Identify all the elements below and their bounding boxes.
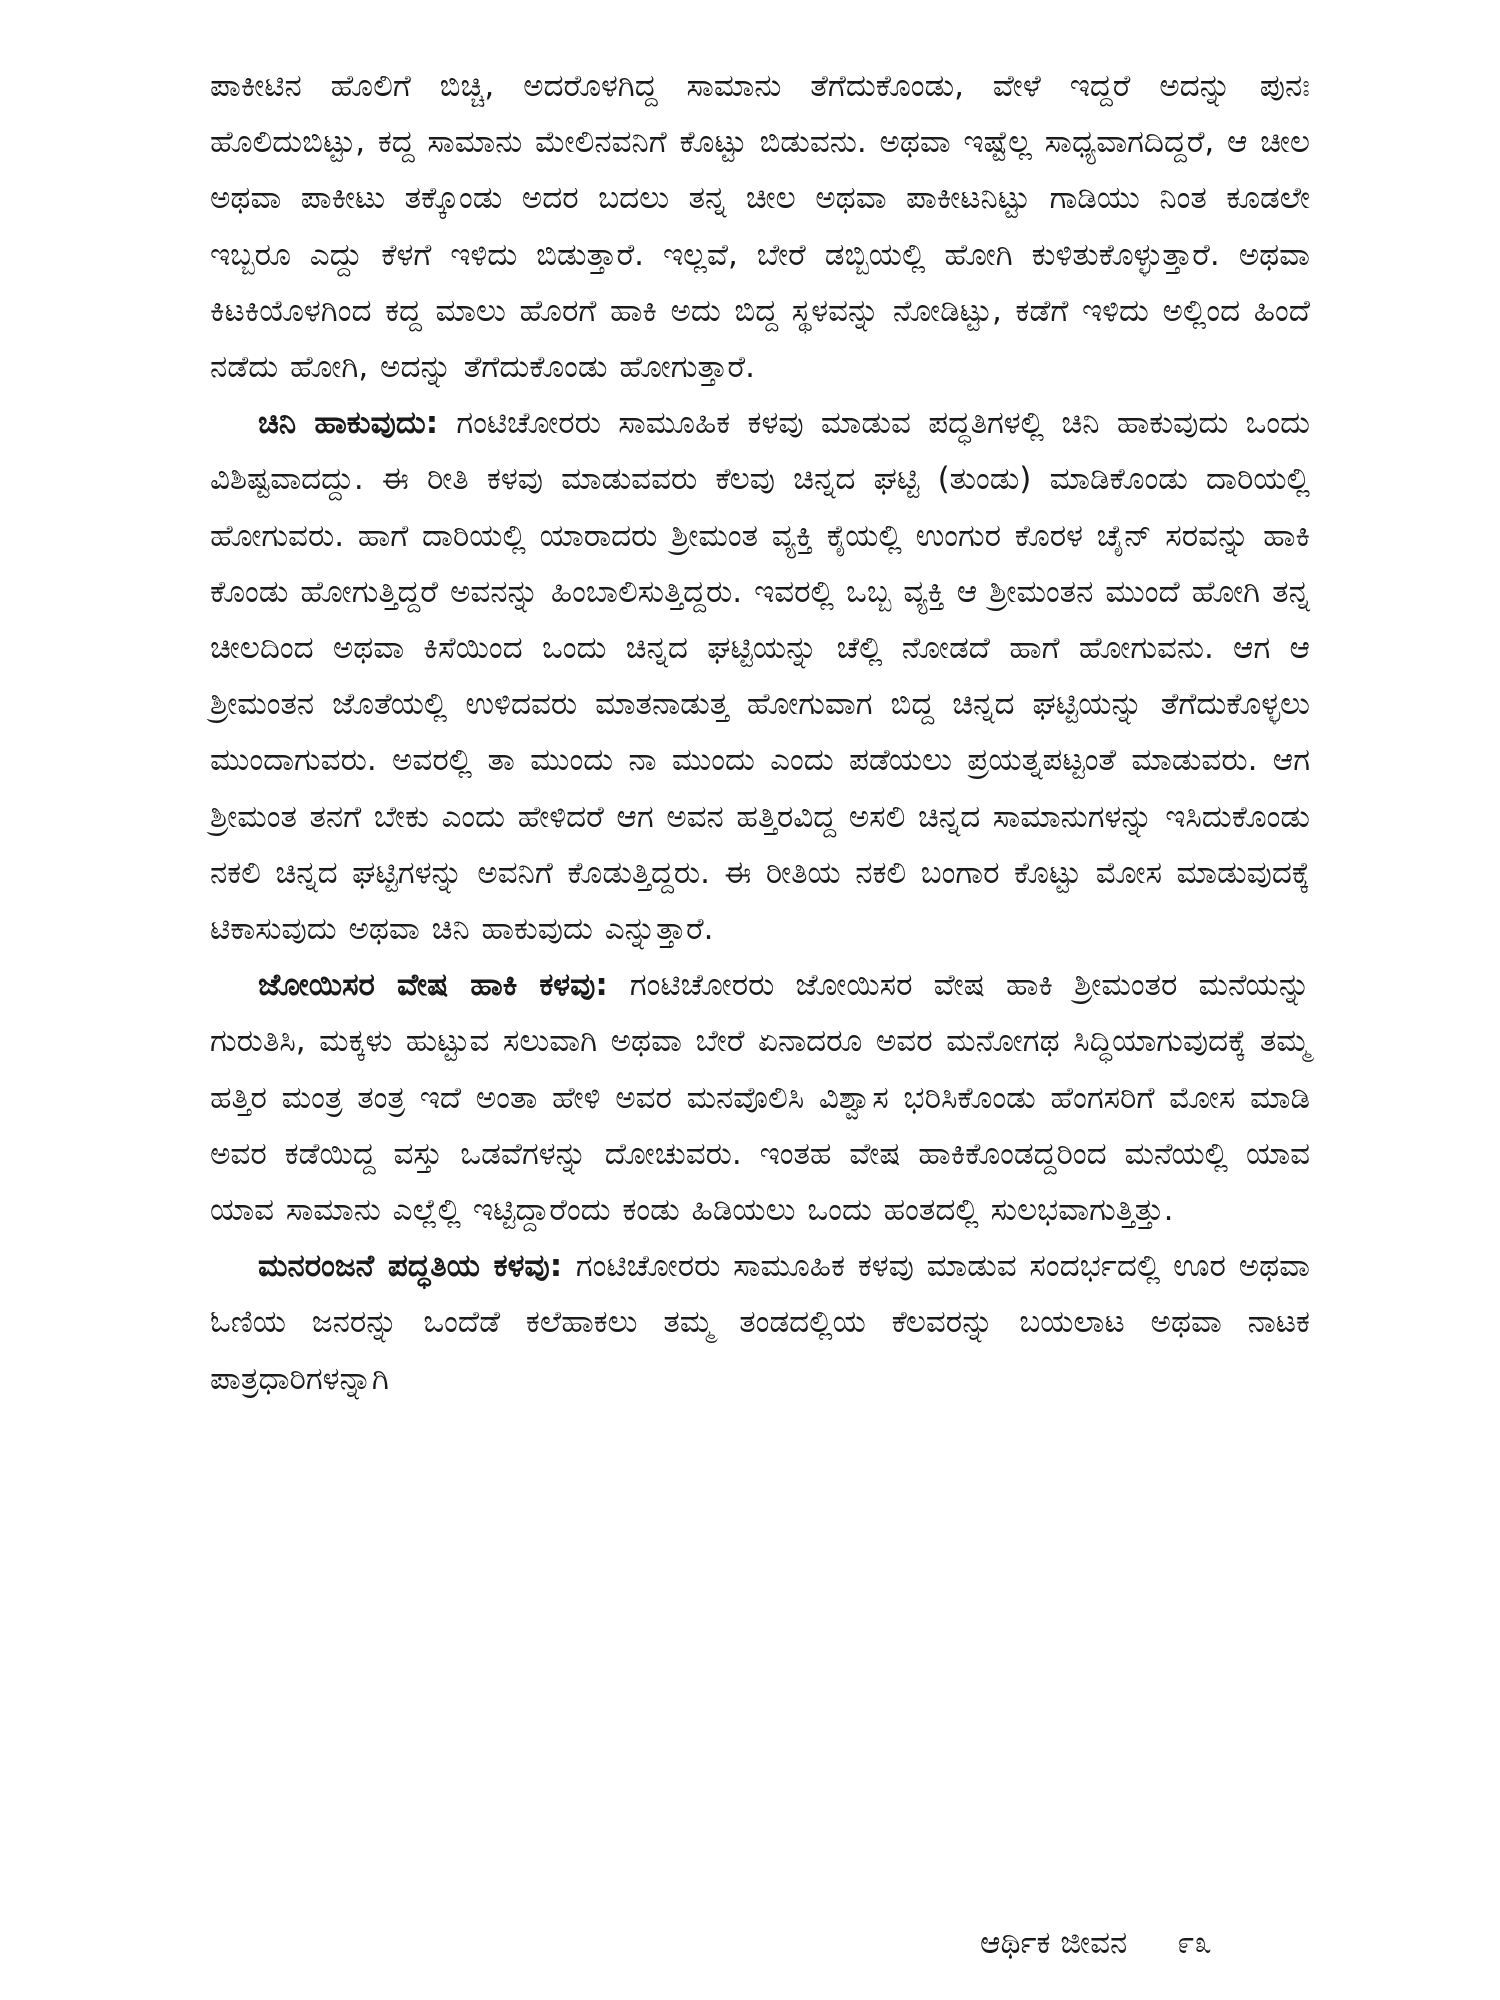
paragraph-heading: ಮನರಂಜನೆ ಪದ್ಧತಿಯ ಕಳವು: (258, 1248, 576, 1285)
paragraph-text: ಗಂಟಿಚೋರರು ಜೋಯಿಸರ ವೇಷ ಹಾಕಿ ಶ್ರೀಮಂತರ ಮನೆಯನ್ನು ಗುರುತಿಸಿ, ಮಕ್ಕಳು ಹುಟ್ಟುವ ಸಲುವಾಗಿ ಅಥವಾ ಬೇರೆ ಏನಾದರೂ ಅವರ ಮನೋಗಥ ಸಿದ್ಧಿಯಾಗುವುದಕ್ಕೆ ತಮ್ಮ ಹತ್ತಿರ ಮಂತ್ರ ತಂತ್ರ ಇದೆ ಅಂತಾ ಹೇಳಿ ಅವರ ಮನವೊಲಿಸಿ ವಿಶ್ವಾಸ ಭರಿಸಿಕೊಂಡು ಹೆಂಗಸರಿಗೆ ಮೋಸ ಮಾಡಿ ಅವರ ಕಡೆಯಿದ್ದ ವಸ್ತು ಒಡವೆಗಳನ್ನು ದೋಚುವರು. ಇಂತಹ ವೇಷ ಹಾಕಿಕೊಂಡದ್ದರಿಂದ ಮನೆಯಲ್ಲಿ ಯಾವ ಯಾವ ಸಾಮಾನು ಎಲ್ಲೆಲ್ಲಿ ಇಟ್ಟಿದ್ದಾರೆಂದು ಕಂಡು ಹಿಡಿಯಲು ಒಂದು ಹಂತದಲ್ಲಿ ಸುಲಭವಾಗುತ್ತಿತ್ತು. (210, 967, 1310, 1229)
paragraph-text: ಗಂಟಿಚೋರರು ಸಾಮೂಹಿಕ ಕಳವು ಮಾಡುವ ಪದ್ಧತಿಗಳಲ್ಲಿ ಚಿನಿ ಹಾಕುವುದು ಒಂದು ವಿಶಿಷ್ಟವಾದದ್ದು. ಈ ರೀತಿ ಕಳವು ಮಾಡುವವರು ಕೆಲವು ಚಿನ್ನದ ಘಟ್ಟಿ (ತುಂಡು) ಮಾಡಿಕೊಂಡು ದಾರಿಯಲ್ಲಿ ಹೋಗುವರು. ಹಾಗೆ ದಾರಿಯಲ್ಲಿ ಯಾರಾದರು ಶ್ರೀಮಂತ ವ್ಯಕ್ತಿ ಕೈಯಲ್ಲಿ ಉಂಗುರ ಕೊರಳ ಚೈನ್ ಸರವನ್ನು ಹಾಕಿ ಕೊಂಡು ಹೋಗುತ್ತಿದ್ದರೆ ಅವನನ್ನು ಹಿಂಬಾಲಿಸುತ್ತಿದ್ದರು. ಇವರಲ್ಲಿ ಒಬ್ಬ ವ್ಯಕ್ತಿ ಆ ಶ್ರೀಮಂತನ ಮುಂದೆ ಹೋಗಿ ತನ್ನ ಚೀಲದಿಂದ ಅಥವಾ ಕಿಸೆಯಿಂದ ಒಂದು ಚಿನ್ನದ ಘಟ್ಟಿಯನ್ನು ಚೆಲ್ಲಿ ನೋಡದೆ ಹಾಗೆ ಹೋಗುವನು. ಆಗ ಆ ಶ್ರೀಮಂತನ ಜೊತೆಯಲ್ಲಿ ಉಳಿದವರು ಮಾತನಾಡುತ್ತ ಹೋಗುವಾಗ ಬಿದ್ದ ಚಿನ್ನದ ಘಟ್ಟಿಯನ್ನು ತೆಗೆದುಕೊಳ್ಳಲು ಮುಂದಾಗುವರು. ಅವರಲ್ಲಿ ತಾ ಮುಂದು ನಾ ಮುಂದು ಎಂದು ಪಡೆಯಲು ಪ್ರಯತ್ನಪಟ್ಟಂತೆ ಮಾಡುವರು. ಆಗ ಶ್ರೀಮಂತ ತನಗೆ ಬೇಕು ಎಂದು ಹೇಳಿದರೆ ಆಗ ಅವನ ಹತ್ತಿರವಿದ್ದ ಅಸಲಿ ಚಿನ್ನದ ಸಾಮಾನುಗಳನ್ನು ಇಸಿದುಕೊಂಡು ನಕಲಿ ಚಿನ್ನದ ಘಟ್ಟಿಗಳನ್ನು ಅವನಿಗೆ ಕೊಡುತ್ತಿದ್ದರು. ಈ ರೀತಿಯ ನಕಲಿ ಬಂಗಾರ ಕೊಟ್ಟು ಮೋಸ ಮಾಡುವುದಕ್ಕೆ ಟಿಕಾಸುವುದು ಅಥವಾ ಚಿನಿ ಹಾಕುವುದು ಎನ್ನುತ್ತಾರೆ. (210, 405, 1311, 948)
paragraph-heading: ಜೋಯಿಸರ ವೇಷ ಹಾಕಿ ಕಳವು: (258, 967, 630, 1004)
paragraph-chini-hakuvudu (210, 395, 1310, 957)
paragraph-heading: ಚಿನಿ ಹಾಕುವುದು: (258, 405, 457, 442)
paragraph-joyisara-vesha (210, 957, 1310, 1238)
paragraph-continuation (210, 58, 1310, 395)
page-footer (980, 1925, 1212, 1962)
paragraph-text: ಪಾಕೀಟಿನ ಹೊಲಿಗೆ ಬಿಚ್ಚಿ, ಅದರೊಳಗಿದ್ದ ಸಾಮಾನು ತೆಗೆದುಕೊಂಡು, ವೇಳೆ ಇದ್ದರೆ ಅದನ್ನು ಪುನಃ ಹೊಲಿದುಬಿಟ್ಟು, ಕದ್ದ ಸಾಮಾನು ಮೇಲಿನವನಿಗೆ ಕೊಟ್ಟು ಬಿಡುವನು. ಅಥವಾ ಇಷ್ಟೆಲ್ಲ ಸಾಧ್ಯವಾಗದಿದ್ದರೆ, ಆ ಚೀಲ ಅಥವಾ ಪಾಕೀಟು ತಕ್ಕೊಂಡು ಅದರ ಬದಲು ತನ್ನ ಚೀಲ ಅಥವಾ ಪಾಕೀಟನಿಟ್ಟು ಗಾಡಿಯು ನಿಂತ ಕೂಡಲೇ ಇಬ್ಬರೂ ಎದ್ದು ಕೆಳಗೆ ಇಳಿದು ಬಿಡುತ್ತಾರೆ. ಇಲ್ಲವೆ, ಬೇರೆ ಡಬ್ಬಿಯಲ್ಲಿ ಹೋಗಿ ಕುಳಿತುಕೊಳ್ಳುತ್ತಾರೆ. ಅಥವಾ ಕಿಟಕಿಯೊಳಗಿಂದ ಕದ್ದ ಮಾಲು ಹೊರಗೆ ಹಾಕಿ ಅದು ಬಿದ್ದ ಸ್ಥಳವನ್ನು ನೋಡಿಟ್ಟು, ಕಡೆಗೆ ಇಳಿದು ಅಲ್ಲಿಂದ ಹಿಂದೆ ನಡೆದು ಹೋಗಿ, ಅದನ್ನು ತೆಗೆದುಕೊಂಡು ಹೋಗುತ್ತಾರೆ. (210, 68, 1310, 386)
page-number: ೯೩ (1177, 1925, 1212, 1961)
paragraph-manaranjane (210, 1238, 1310, 1407)
page-body (210, 58, 1310, 1407)
paragraph-text: ಗಂಟಿಚೋರರು ಸಾಮೂಹಿಕ ಕಳವು ಮಾಡುವ ಸಂದರ್ಭದಲ್ಲಿ ಊರ ಅಥವಾ ಓಣಿಯ ಜನರನ್ನು ಒಂದೆಡೆ ಕಲೆಹಾಕಲು ತಮ್ಮ ತಂಡದಲ್ಲಿಯ ಕೆಲವರನ್ನು ಬಯಲಾಟ ಅಥವಾ ನಾಟಕ ಪಾತ್ರಧಾರಿಗಳನ್ನಾಗಿ (210, 1248, 1310, 1397)
running-title: ಆರ್ಥಿಕ ಜೀವನ (980, 1925, 1128, 1961)
